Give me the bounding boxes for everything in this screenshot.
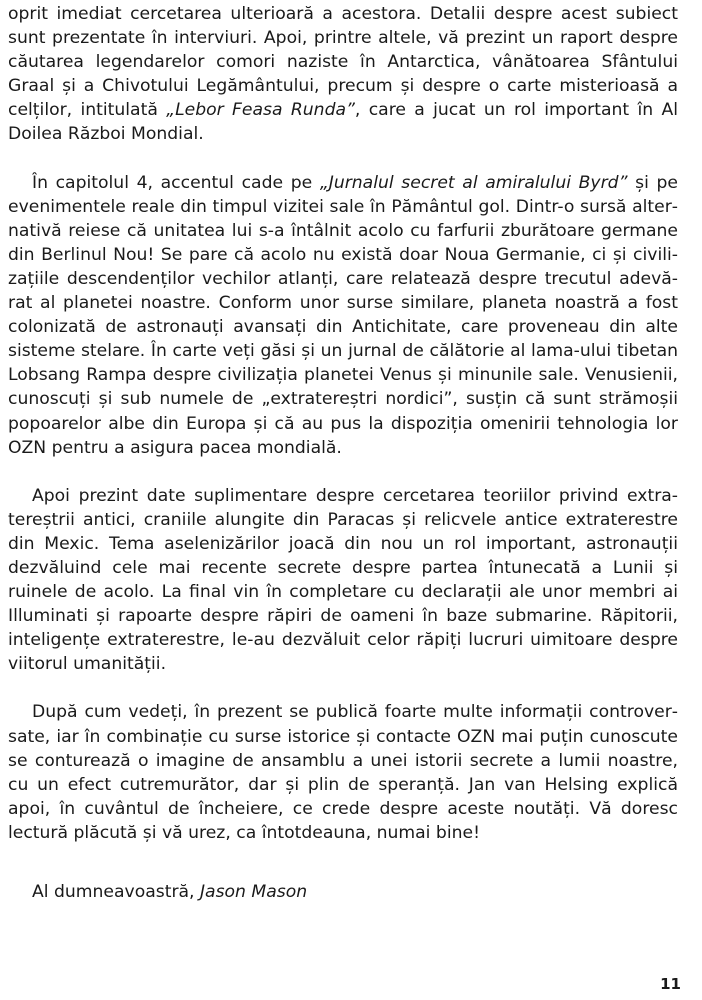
book-title-lebor-feasa-runda: „Lebor Feasa Runda” [166, 100, 355, 121]
paragraph-2-text-end: și pe evenimentele reale din timpul vizitei sale în Pământul gol. Dintr-o sursă alternativă reiese că unitatea lui s-a întâlnit acolo cu farfurii zburătoare germane din Berlinul Nou! Se pare că acolo nu există doar Noua Germanie, ci și civilizațiile descendenților vechilor atlanți, care relatează despre trecutul adevărat al planetei noastre. Conform unor surse similare, planeta noastră a fost colonizată de astronauți avansați din Antichitate, care proveneau din alte sisteme stelare. În carte veți găsi și un jurnal de călătorie al lama-ului tibetan Lobsang Rampa despre civilizația planetei Venus și minunile sale. Venusienii, cunoscuți și sub numele de „extratereștri nordici”, susțin că sunt strămoșii popoarelor albe din Europa și că au pus la dispoziția omenirii tehnologia lor OZN pentru a asigura pacea mondială. [8, 172, 678, 458]
paragraph-2 [8, 171, 678, 460]
paragraph-1 [8, 2, 678, 147]
paragraph-2-text: În capitolul 4, accentul cade pe [32, 172, 320, 193]
paragraph-1-text: oprit imediat cercetarea ulterioară a acestora. Detalii despre acest subiect sunt prezentate în interviuri. Apoi, printre altele, vă prezint un raport despre căutarea legendarelor comori naziste în Antarctica, vânătoarea Sfântului Graal și a Chivotului Legământului, precum și despre o carte misterioasă a celților, intitulată [8, 4, 678, 121]
paragraph-3-text: Apoi prezint date suplimentare despre cercetarea teoriilor privind extratereștrii antici, craniile alungite din Paracas și relicvele antice extraterestre din Mexic. Tema aselenizărilor joacă din nou un rol important, astronauții dezvăluind cele mai recente secrete despre partea întunecată a Lunii și ruinele de acolo. La final vin în completare cu declarații ale unor membri ai Illuminati și rapoarte despre răpiri de oameni în baze submarine. Răpitorii, inteligențe extraterestre, le-au dezvăluit celor răpiți lucruri uimitoare despre viitorul umanității. [8, 485, 678, 675]
page-number: 11 [660, 975, 681, 993]
signature-prefix: Al dumneavoastră, [32, 882, 200, 902]
book-title-jurnalul-secret: „Jurnalul secret al amiralului Byrd” [319, 172, 628, 193]
page-body [8, 2, 678, 869]
signature-name: Jason Mason [199, 882, 308, 902]
paragraph-4-text: După cum vedeți, în prezent se publică foarte multe informații controversate, iar în combinație cu surse istorice și contacte OZN mai puțin cunoscute se conturează o imagine de ansamblu a unei istorii secrete a lumii noastre, cu un efect cutremurător, dar și plin de speranță. Jan van Helsing explică apoi, în cuvântul de încheiere, ce crede despre aceste noutăți. Vă doresc lectură plăcută și vă urez, ca întotdeauna, numai bine! [8, 702, 678, 843]
paragraph-1-text-end: , care a jucat un rol important în Al Doilea Război Mondial. [8, 100, 678, 145]
paragraph-3 [8, 484, 678, 677]
paragraph-4 [8, 700, 678, 845]
signature [32, 880, 307, 904]
